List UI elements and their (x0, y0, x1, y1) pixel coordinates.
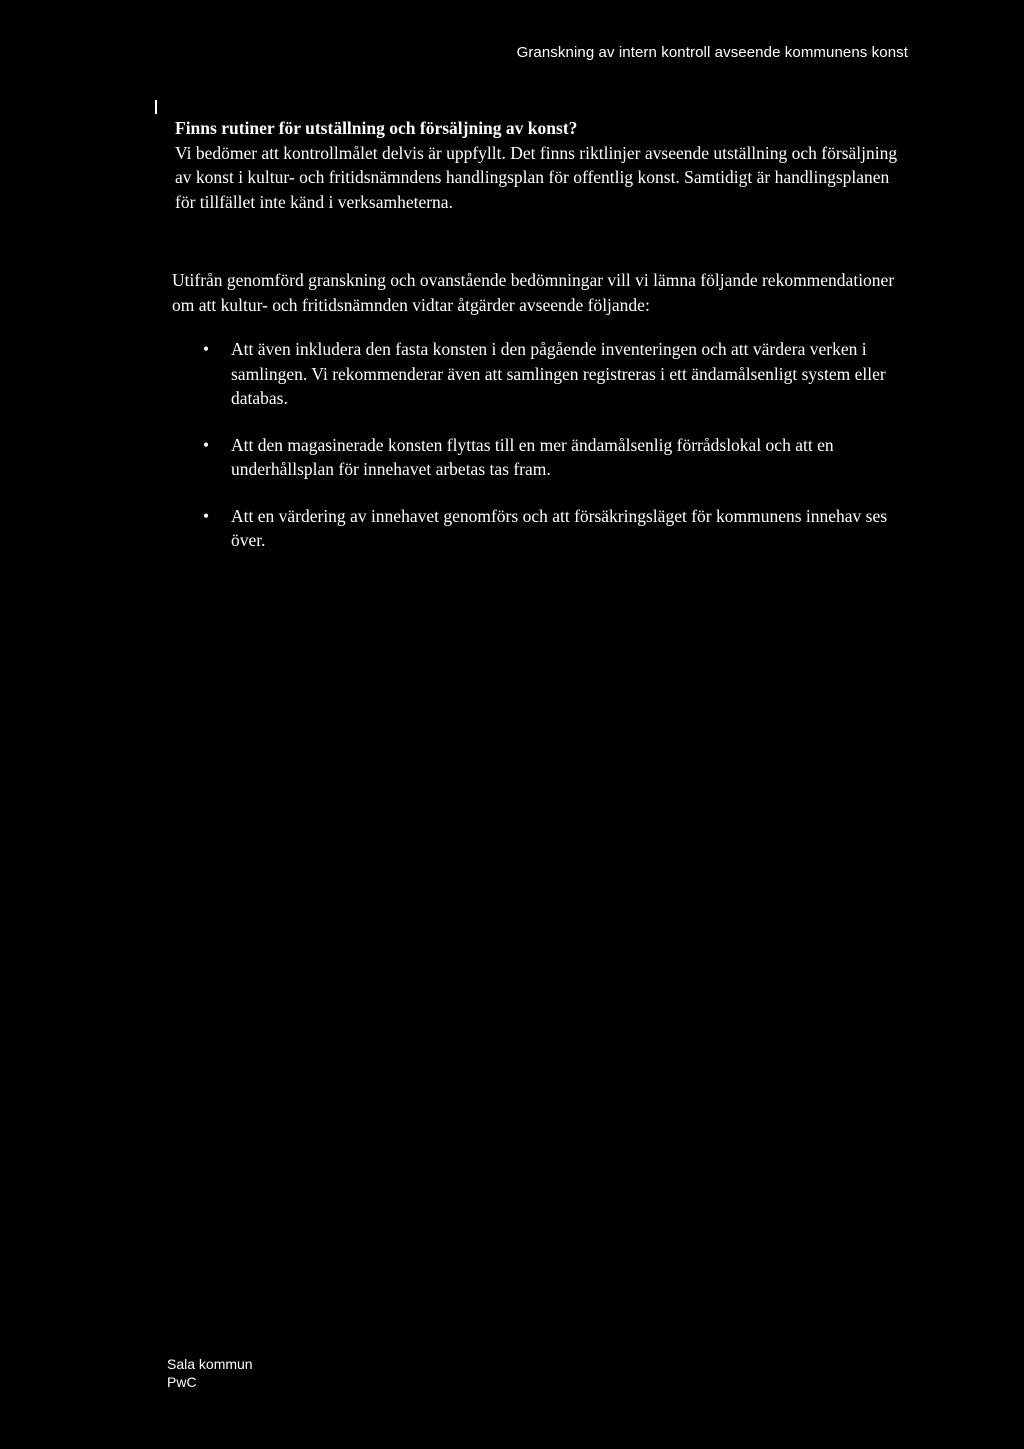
list-item (175, 337, 905, 411)
bullet-icon: • (203, 434, 210, 455)
recommendations-heading (173, 236, 905, 258)
footer-company: PwC (167, 1374, 197, 1390)
margin-mark (155, 100, 157, 114)
running-header: Granskning av intern kontroll avseende kommunens konst (516, 44, 908, 61)
recommendation-text: Att även inkludera den fasta konsten i den pågående inventeringen och att värdera verken i samlingen. Vi rekommenderar även att samlingen registreras i ett ändamålsenligt system eller databas. (231, 339, 886, 408)
recommendation-text: Att den magasinerade konsten flyttas till en mer ändamålsenlig förrådslokal och att en underhållsplan för innehavet arbetas tas fram. (231, 434, 834, 479)
control-question: Finns rutiner för utställning och försäljning av konst? (175, 118, 578, 138)
recommendations-intro: Utifrån genomförd granskning och ovanstående bedömningar vill vi lämna följande rekommendationer om att kultur- och fritidsnämnden vidtar åtgärder avseende följande: (172, 270, 895, 315)
page-body (172, 116, 905, 575)
bullet-icon: • (203, 505, 210, 526)
assessment-paragraph: Vi bedömer att kontrollmålet delvis är uppfyllt. Det finns riktlinjer avseende utställning och försäljning av konst i kultur- och fritidsnämndens handlingsplan för offentlig konst. Samtidigt är handlingsplanen för tillfället inte känd i verksamheterna. (175, 142, 898, 212)
list-item (175, 504, 905, 553)
footer-organization: Sala kommun (167, 1356, 253, 1372)
list-item (175, 433, 905, 482)
recommendation-text: Att en värdering av innehavet genomförs och att försäkringsläget för kommunens innehav ses över. (231, 505, 888, 550)
bullet-icon: • (203, 339, 210, 359)
recommendations-list (175, 337, 905, 553)
page-footer (167, 1355, 253, 1391)
